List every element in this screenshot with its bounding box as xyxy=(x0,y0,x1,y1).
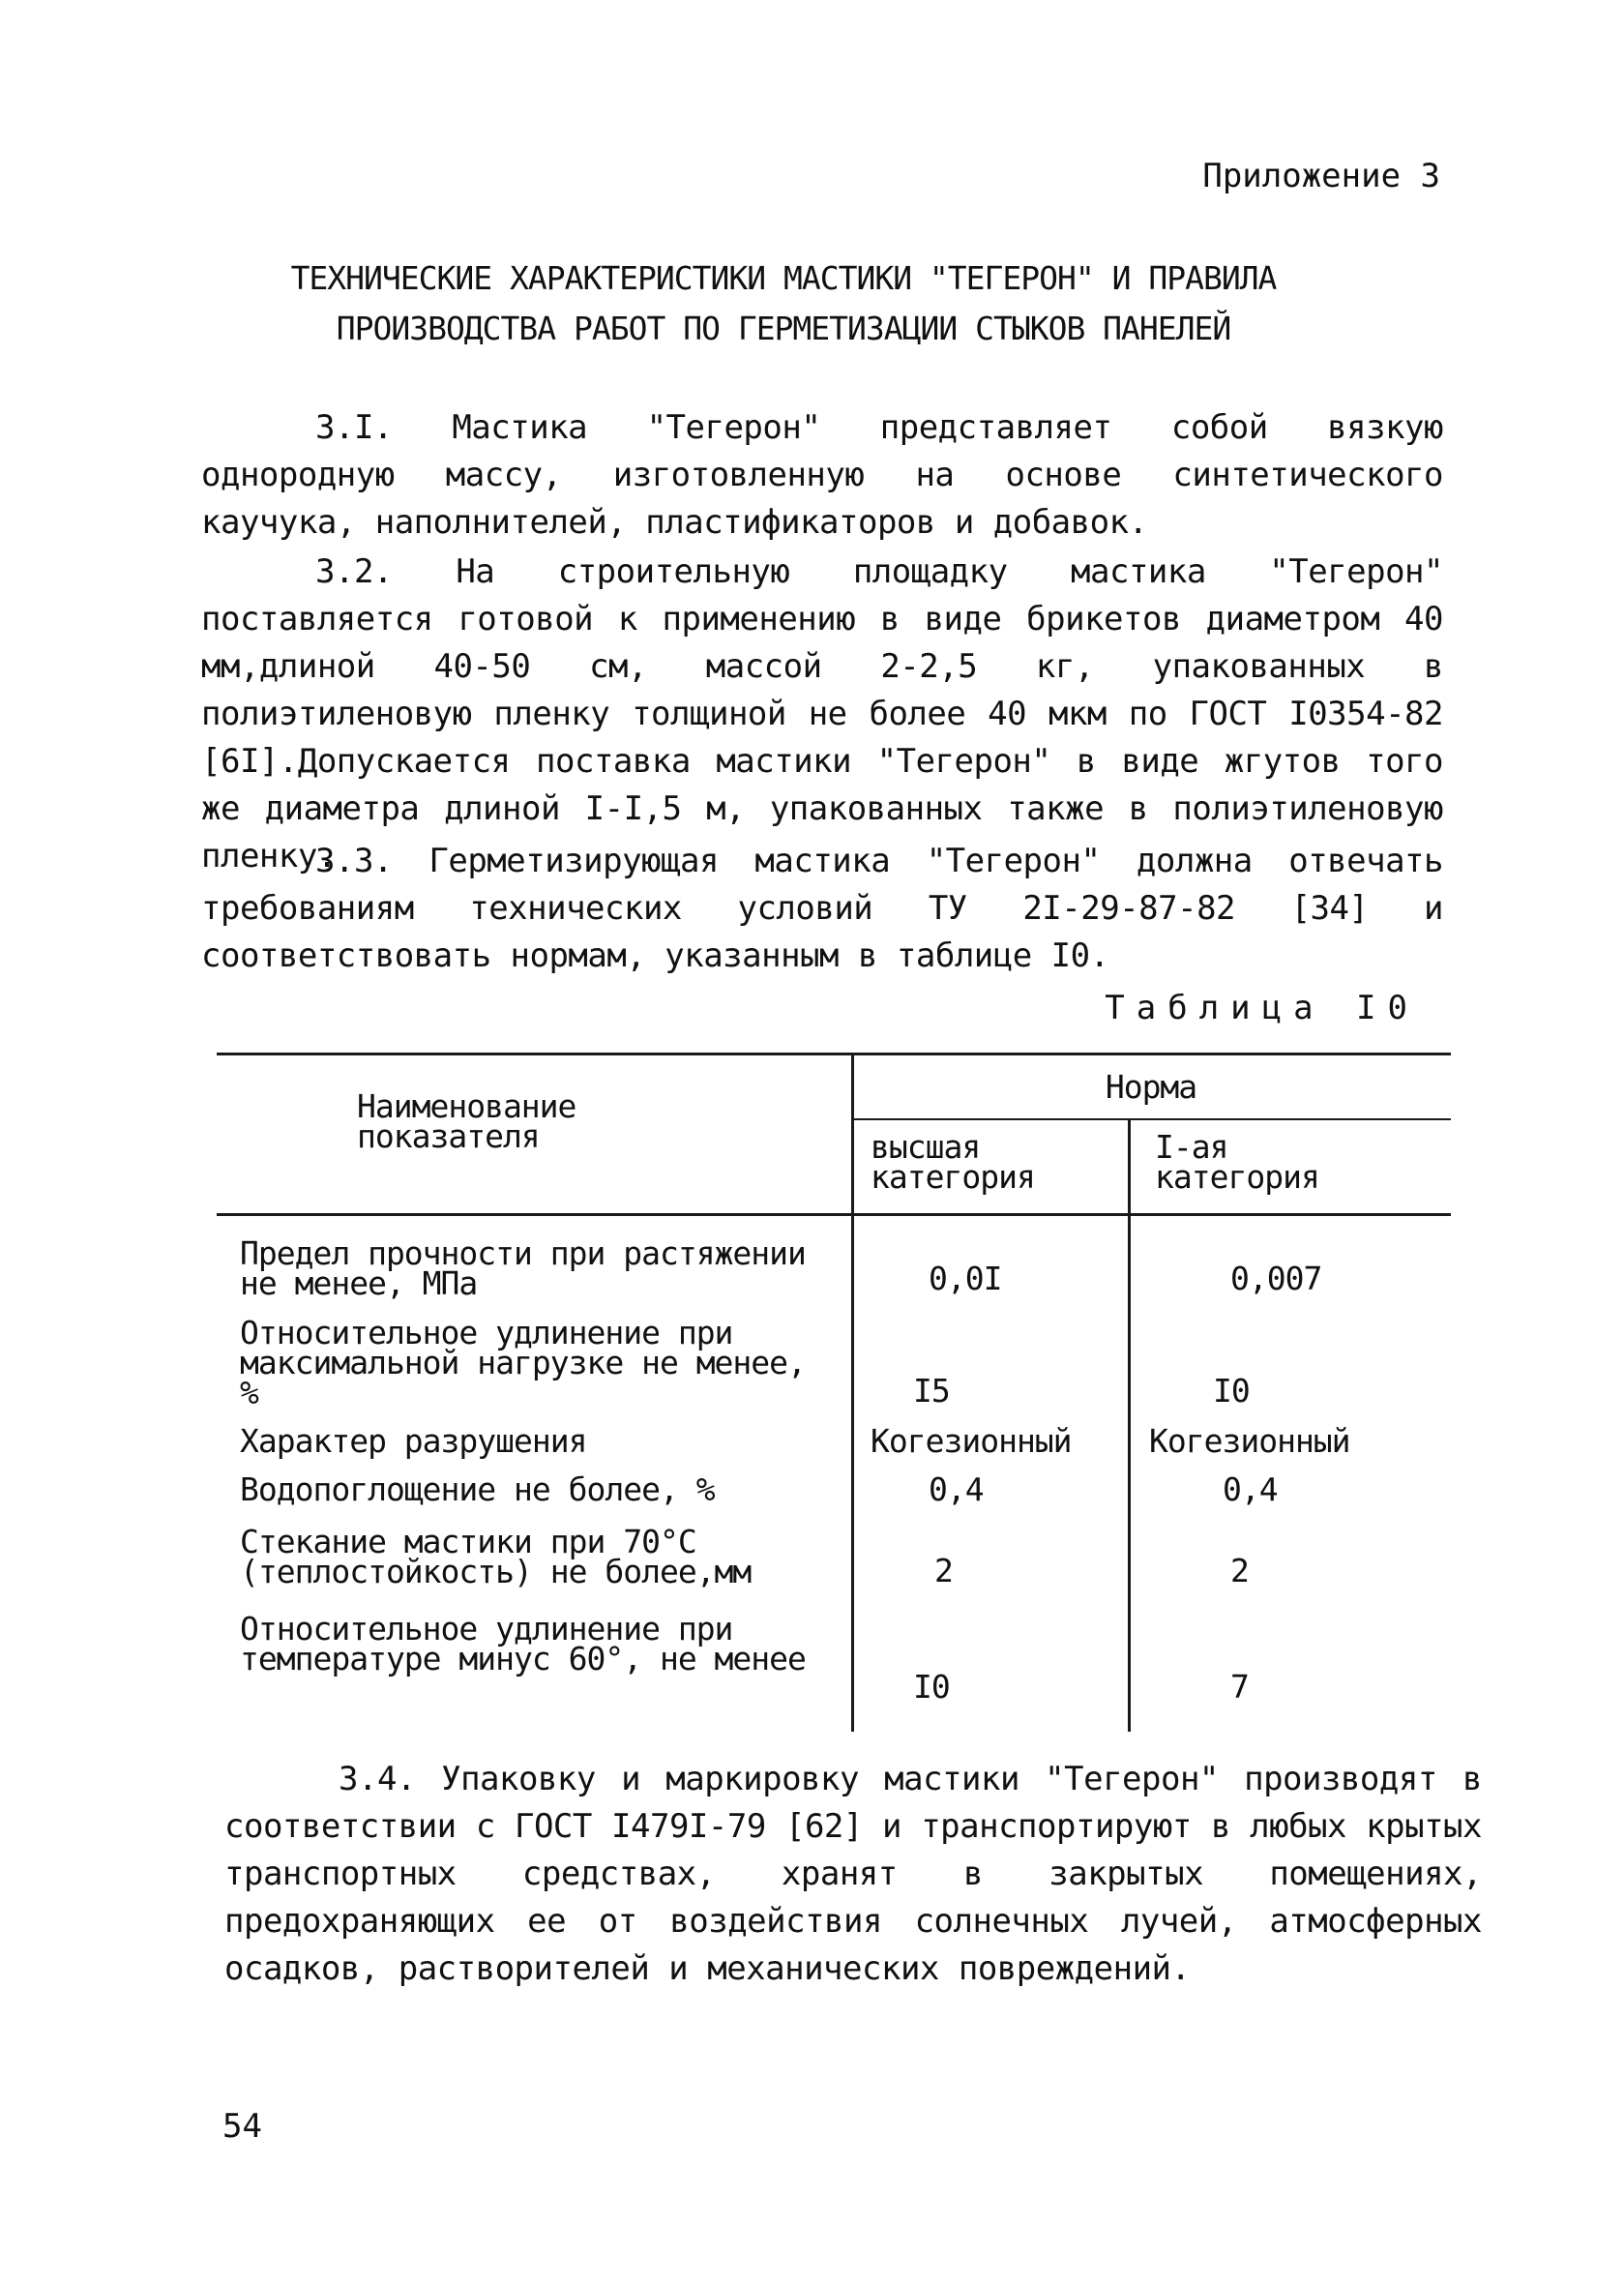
row-2-name: Относительное удлинение при максимальной нагрузке не менее, % xyxy=(240,1314,806,1411)
paragraph-3-4: 3.4. Упаковку и маркировку мастики "Тегерон" производят в соответствии с ГОСТ I479I-79 [62] и транспортируют в любых крытых транспортных средствах, хранят в закрытых помещениях, предохраняющих ее от воздействия солнечных лучей, атмосферных осадков, растворителей и механических повреждений. xyxy=(224,1760,1482,1988)
row-4-first: 0,4 xyxy=(1223,1470,1278,1508)
header-bottom-rule xyxy=(217,1213,1451,1216)
header-name-column: Наименование показателя xyxy=(357,1087,576,1155)
row-3-high: Когезионный xyxy=(871,1422,1072,1460)
row-6-high: I0 xyxy=(913,1668,950,1706)
row-6-first: 7 xyxy=(1230,1668,1249,1706)
paragraph-3-3: 3.3. Герметизирующая мастика "Тегерон" должна отвечать требованиям технических условий ТУ 2I-29-87-82 [34] и соответствовать нормам, указанным в таблице I0. xyxy=(201,842,1443,975)
document-title xyxy=(193,253,1373,354)
title-line-2: ПРОИЗВОДСТВА РАБОТ ПО ГЕРМЕТИЗАЦИИ СТЫКОВ ПАНЕЛЕЙ xyxy=(336,310,1231,347)
row-5-name: Стекание мастики при 70°С (теплостойкость) не более,мм xyxy=(240,1523,752,1590)
row-1-first: 0,007 xyxy=(1230,1260,1322,1297)
row-2-high: I5 xyxy=(913,1372,950,1410)
appendix-label: Приложение 3 xyxy=(1202,157,1440,195)
header-norm: Норма xyxy=(1105,1068,1197,1106)
row-6-name: Относительное удлинение при температуре минус 60°, не менее xyxy=(240,1610,806,1677)
row-4-name: Водопоглощение не более, % xyxy=(240,1470,715,1508)
header-category-high: высшая категория xyxy=(871,1128,1035,1196)
col-divider-2 xyxy=(1128,1118,1131,1732)
row-4-high: 0,4 xyxy=(929,1470,984,1508)
row-1-high: 0,0I xyxy=(929,1260,1002,1297)
row-5-high: 2 xyxy=(934,1552,953,1589)
row-3-first: Когезионный xyxy=(1149,1422,1350,1460)
table-top-rule xyxy=(217,1053,1451,1055)
paragraph-3-2: 3.2. На строительную площадку мастика "Тегерон" поставляется готовой к применению в виде брикетов диаметром 40 мм,длиной 40-50 см, массой 2-2,5 кг, упакованных в полиэтиленовую пленку толщиной не более 40 мкм по ГОСТ I0354-82 [6I].Допускается поставка мастики "Тегерон" в виде жгутов того же диаметра длиной I-I,5 м, упакованных также в полиэтиленовую пленку. xyxy=(201,552,1443,876)
row-3-name: Характер разрушения xyxy=(240,1422,587,1460)
title-line-1: ТЕХНИЧЕСКИЕ ХАРАКТЕРИСТИКИ МАСТИКИ "ТЕГЕРОН" И ПРАВИЛА xyxy=(290,259,1277,297)
norm-header-rule xyxy=(851,1118,1451,1120)
row-5-first: 2 xyxy=(1230,1552,1249,1589)
header-category-first: I-ая категория xyxy=(1155,1128,1319,1196)
paragraph-3-1: 3.I. Мастика "Тегерон" представляет собой вязкую однородную массу, изготовленную на основе синтетического каучука, наполнителей, пластификаторов и добавок. xyxy=(201,408,1443,542)
page-number: 54 xyxy=(222,2107,262,2146)
row-1-name: Предел прочности при растяжении не менее, МПа xyxy=(240,1234,806,1302)
row-2-first: I0 xyxy=(1213,1372,1250,1410)
col-divider-1 xyxy=(851,1053,854,1732)
table-caption: Таблица I0 xyxy=(1105,989,1419,1027)
norms-table xyxy=(217,1053,1451,1732)
